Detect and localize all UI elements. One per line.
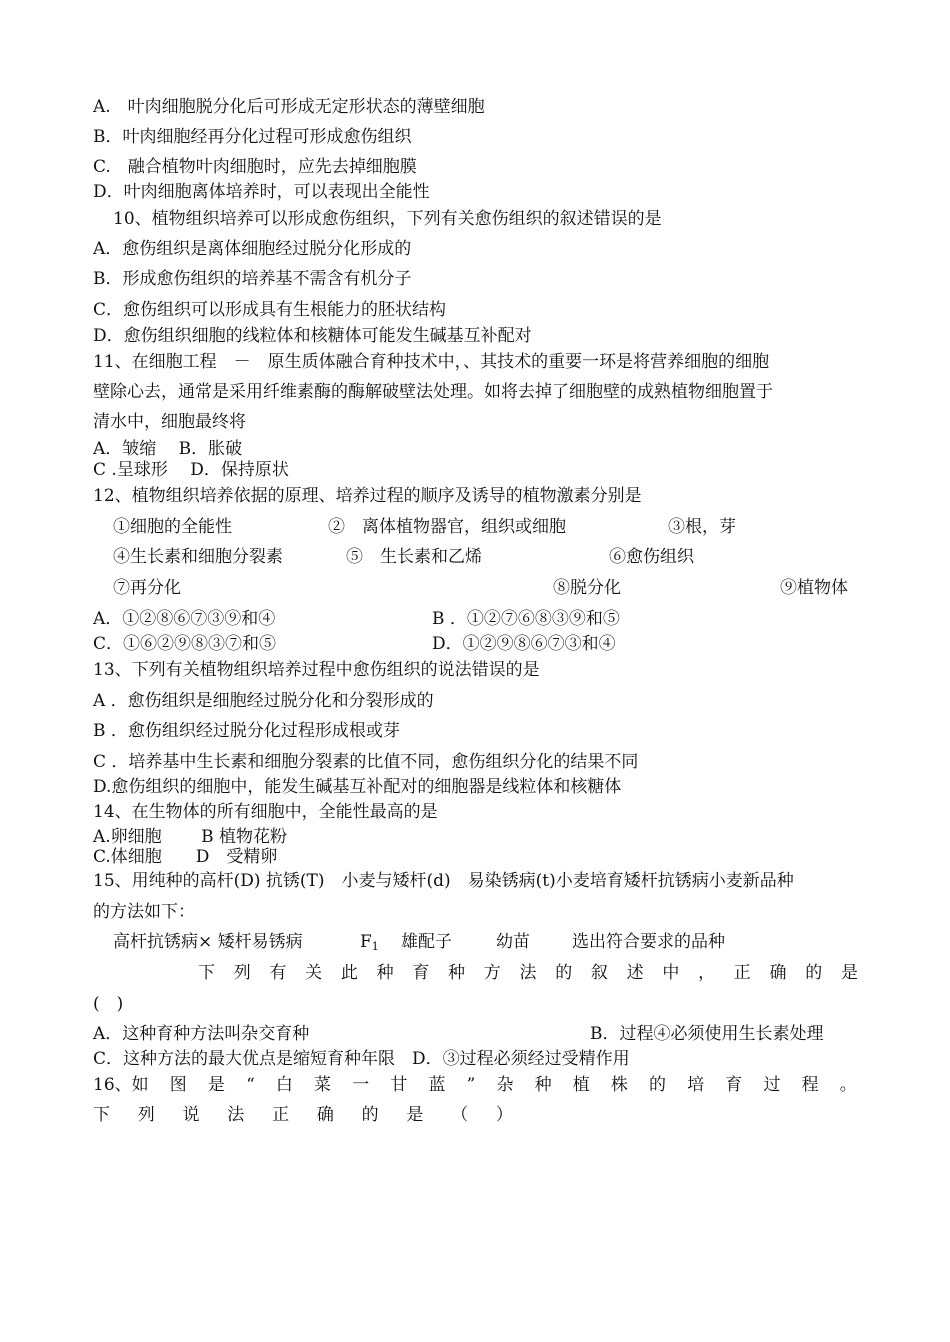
q16-line1-char: 培 [687,1075,705,1095]
q12-item-3: ③根，芽 [668,517,736,537]
q16-line2-char: 正 [272,1105,290,1125]
q11-stem-line3: 清水中，细胞最终将 [93,412,246,432]
q12-item-1: ①细胞的全能性 [113,517,232,537]
q15-stem-char: 确 [769,963,787,983]
q16-line1-char: ” [466,1075,476,1095]
q16-line1-char: 。 [839,1075,857,1095]
q12-stem: 12、植物组织培养依据的原理、培养过程的顺序及诱导的植物激素分别是 [93,486,642,506]
q9-option-b: B．叶肉细胞经再分化过程可形成愈伤组织 [93,127,412,147]
q15-process-parents: 高杆抗锈病× 矮杆易锈病 [113,932,303,952]
q15-stem-char: 种 [448,963,466,983]
q12-option-a: A．①②⑧⑥⑦③⑨和④ [93,609,276,629]
q15-stem-char: 述 [626,963,644,983]
q12-item-8: ⑧脱分化 [553,578,621,598]
q16-line1-char: 一 [352,1075,370,1095]
q12-item-2: ② 离体植物器官，组织或细胞 [328,517,566,537]
q16-line1-char: 杂 [496,1075,514,1095]
q15-stem-char: 此 [340,963,358,983]
q12-option-b: B ．①②⑦⑥⑧③⑨和⑤ [432,609,620,629]
q9-option-d: D．叶肉细胞离体培养时，可以表现出全能性 [93,182,430,202]
q16-line2-char: 的 [361,1105,379,1125]
q16-line1-char: 过 [763,1075,781,1095]
q15-process-selection: 选出符合要求的品种 [572,932,725,952]
q11-options-cd: C .呈球形 D．保持原状 [93,460,289,480]
q15-stem-char: ， [698,963,716,983]
q16-line1-char: 植 [572,1075,590,1095]
q16-line1-char: 白 [275,1075,293,1095]
q16-line1-char: 菜 [314,1075,332,1095]
q13-option-a: A ．愈伤组织是细胞经过脱分化和分裂形成的 [93,691,434,711]
q15-process-seedling: 幼苗 [496,932,530,952]
q15-stem-char: 方 [483,963,501,983]
q16-line1-char: 株 [610,1075,628,1095]
q10-option-b: B．形成愈伤组织的培养基不需含有机分子 [93,269,412,289]
q15-process-gametes: 雄配子 [401,932,452,952]
q12-item-4: ④生长素和细胞分裂素 [113,547,283,567]
q16-line2-char: 是 [406,1105,424,1125]
q12-item-9: ⑨植物体 [780,578,848,598]
q15-stem-char: 中 [662,963,680,983]
q15-answer-paren: ( ) [93,994,124,1014]
q11-stem-line2: 壁除心去，通常是采用纤维素酶的酶解破壁法处理。如将去掉了细胞壁的成熟植物细胞置于 [93,382,773,402]
q10-stem: 10、植物组织培养可以形成愈伤组织，下列有关愈伤组织的叙述错误的是 [113,209,662,229]
q16-line1-char: 是 [207,1075,225,1095]
q15-stem-char: 叙 [590,963,608,983]
q16-line1-char: 16、如 [93,1075,149,1095]
q16-line2-char: 法 [227,1105,245,1125]
q12-item-7: ⑦再分化 [113,578,181,598]
q13-option-c: C ．培养基中生长素和细胞分裂素的比值不同，愈伤组织分化的结果不同 [93,752,639,772]
q15-option-a: A．这种育种方法叫杂交育种 [93,1024,310,1044]
q15-stem-char: 的 [555,963,573,983]
q16-line1-char: 程 [801,1075,819,1095]
q15-stem-char: 的 [805,963,823,983]
q15-stem-char: 法 [519,963,537,983]
q16-line2-char: 列 [137,1105,155,1125]
q15-process-f1 [360,931,379,958]
q16-line2-char: ） [495,1105,513,1125]
q12-item-5: ⑤ 生长素和乙烯 [346,547,482,567]
q16-line1-char: “ [246,1075,255,1095]
q13-option-b: B ．愈伤组织经过脱分化过程形成根或芽 [93,721,400,741]
q13-stem: 13、下列有关植物组织培养过程中愈伤组织的说法错误的是 [93,660,540,680]
q16-line2-char: 下 [93,1105,110,1125]
q15-stem-char: 有 [269,963,287,983]
q16-stem-line2 [93,1104,513,1126]
q9-option-a: A. 叶肉细胞脱分化后可形成无定形状态的薄壁细胞 [93,97,485,117]
q10-option-a: A．愈伤组织是离体细胞经过脱分化形成的 [93,239,412,259]
q12-option-c: C．①⑥②⑨⑧③⑦和⑤ [93,634,277,654]
q16-line1-char: 育 [725,1075,743,1095]
q11-options-ab: A．皱缩 B．胀破 [93,439,243,459]
q15-options-cd: C．这种方法的最大优点是缩短育种年限 D．③过程必须经过受精作用 [93,1049,630,1069]
q14-stem: 14、在生物体的所有细胞中，全能性最高的是 [93,802,438,822]
q15-stem-char: 下 [198,963,215,983]
q16-line1-char: 蓝 [428,1075,446,1095]
q9-option-c: C. 融合植物叶肉细胞时，应先去掉细胞膜 [93,157,417,177]
q11-stem-line1: 11、在细胞工程 － 原生质体融合育种技术中，、其技术的重要一环是将营养细胞的细胞 [93,352,770,372]
q13-option-d: D.愈伤组织的细胞中，能发生碱基互补配对的细胞器是线粒体和核糖体 [93,777,622,797]
q15-f1-label: F [360,932,372,952]
q16-line1-char: 种 [534,1075,552,1095]
q15-stem-char: 列 [233,963,251,983]
q14-options-ab: A.卵细胞 B 植物花粉 [93,827,287,847]
q15-stem-line2: 的方法如下： [93,902,195,922]
q15-f1-subscript: 1 [371,940,379,953]
q15-stem-char: 关 [305,963,323,983]
q15-option-b: B．过程④必须使用生长素处理 [590,1024,824,1044]
q16-line2-char: 确 [316,1105,334,1125]
q16-line1-char: 图 [169,1075,187,1095]
q12-item-6: ⑥愈伤组织 [609,547,694,567]
q15-stem-char: 正 [733,963,751,983]
q12-option-d: D．①②⑨⑧⑥⑦③和④ [432,634,616,654]
q15-stem-char: 育 [412,963,430,983]
q16-stem-line1 [93,1074,857,1096]
q10-option-c: C．愈伤组织可以形成具有生根能力的胚状结构 [93,300,447,320]
q16-line2-char: （ [451,1105,469,1125]
q16-line2-char: 说 [182,1105,200,1125]
q10-option-d: D．愈伤组织细胞的线粒体和核糖体可能发生碱基互补配对 [93,326,532,346]
q16-line1-char: 甘 [390,1075,408,1095]
q15-question-line [198,962,858,984]
q14-options-cd: C.体细胞 D 受精卵 [93,847,278,867]
q16-line1-char: 的 [649,1075,667,1095]
q15-stem-line1: 15、用纯种的高杆(D) 抗锈(T) 小麦与矮杆(d) 易染锈病(t)小麦培育矮杆抗锈病小麦新品种 [93,871,794,891]
q15-stem-char: 是 [840,963,858,983]
q15-stem-char: 种 [376,963,394,983]
